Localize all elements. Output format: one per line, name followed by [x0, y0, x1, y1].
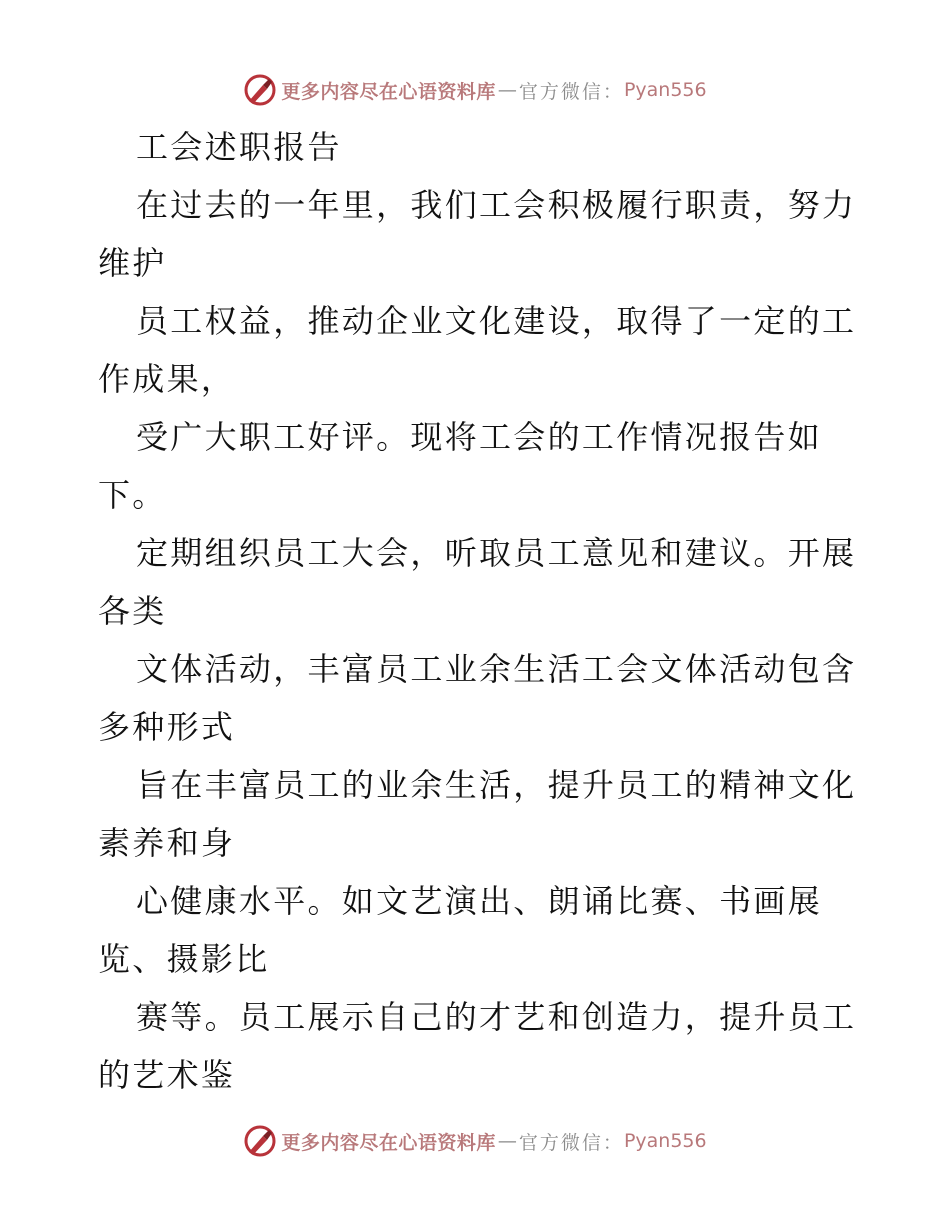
watermark-dash: —	[497, 79, 517, 101]
paragraph-line: 旨在丰富员工的业余生活，提升员工的精神文化	[136, 766, 857, 804]
document-body	[98, 118, 858, 1104]
paragraph-line: 赛等。员工展示自己的才艺和创造力，提升员工	[136, 998, 857, 1036]
footer-watermark	[0, 1121, 950, 1161]
watermark-wechat-id: Pyan556	[623, 1130, 707, 1152]
paragraph-line: 览、摄影比	[98, 940, 270, 978]
watermark-wechat-id: Pyan556	[623, 79, 707, 101]
paragraph-line: 各类	[98, 592, 167, 630]
paragraph-line: 员工权益，推动企业文化建设，取得了一定的工	[136, 302, 857, 340]
paragraph-line: 在过去的一年里，我们工会积极履行职责，努力	[136, 186, 857, 224]
paragraph-line: 的艺术鉴	[98, 1056, 236, 1094]
paragraph-line: 受广大职工好评。现将工会的工作情况报告如	[136, 418, 823, 456]
watermark-wechat-label: 官方微信：	[518, 80, 624, 103]
watermark-main-text: 更多内容尽在心语资料库	[281, 1131, 496, 1154]
paragraph-line: 多种形式	[98, 708, 236, 746]
paragraph-line: 维护	[98, 244, 167, 282]
document-title: 工会述职报告	[136, 128, 342, 166]
paragraph-line: 作成果，	[98, 360, 236, 398]
paragraph-line: 素养和身	[98, 824, 236, 862]
pen-logo-icon	[243, 1124, 277, 1158]
paragraph-line: 文体活动，丰富员工业余生活工会文体活动包含	[136, 650, 857, 688]
watermark-dash: —	[497, 1130, 517, 1152]
paragraph-line: 定期组织员工大会，听取员工意见和建议。开展	[136, 534, 857, 572]
watermark-main-text: 更多内容尽在心语资料库	[281, 80, 496, 103]
paragraph-line: 心健康水平。如文艺演出、朗诵比赛、书画展	[136, 882, 823, 920]
paragraph-line: 下。	[98, 476, 167, 514]
watermark-wechat-label: 官方微信：	[518, 1131, 624, 1154]
pen-logo-icon	[243, 73, 277, 107]
header-watermark	[0, 70, 950, 110]
